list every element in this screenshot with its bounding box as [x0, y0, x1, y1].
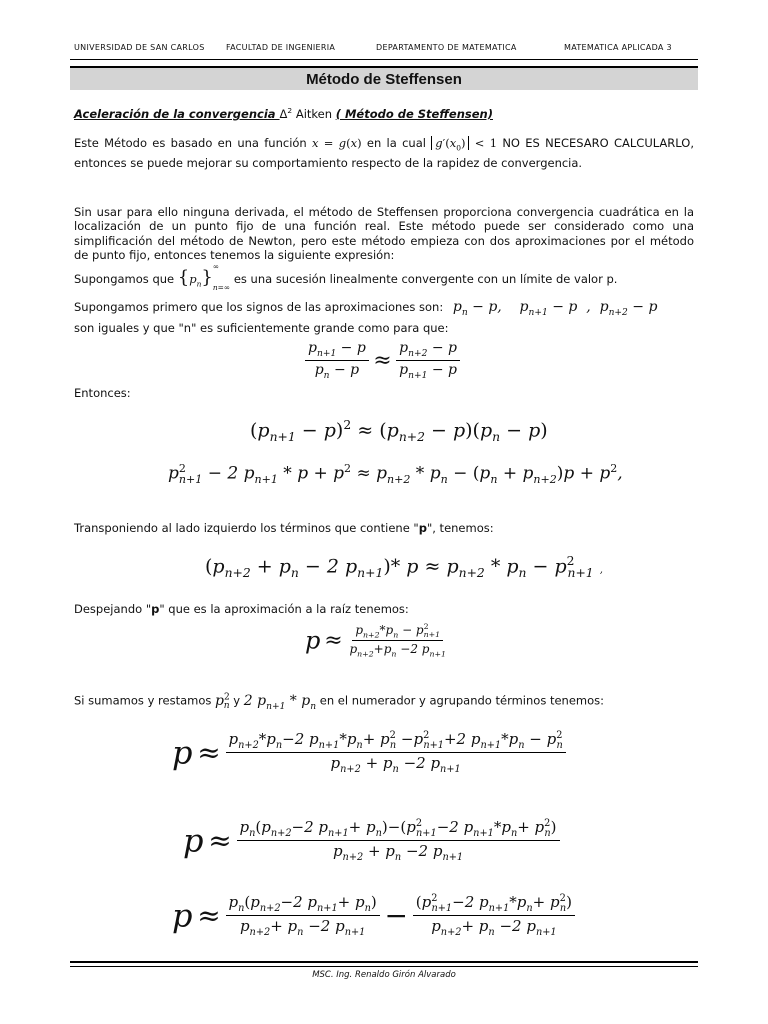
sumamos-y: y — [233, 693, 244, 708]
despejando-p: p — [151, 602, 160, 616]
transpose-text-c: ", tenemos: — [426, 521, 494, 535]
title-bar — [70, 66, 698, 90]
paragraph-despejando — [74, 602, 694, 617]
equation-grouped: p ≈ $\frac{p_n(p_{n+2}-2 p_{n+1}+ p_n)-(p^2_{n+1}-2 p_{n+1}*p_n+ p^2_n)}{p_{n+2} + p_n -2 p_{n+1}}$ — [183, 818, 560, 863]
page-header — [74, 43, 694, 57]
equation-p-solution: p ≈ $\frac{p_{n+2}*p_n - p^2_{n+1}}{p_{n+2}+p_n -2 p_{n+1}}$ — [305, 622, 446, 659]
equation-squared: $(p_{n+1} - p)^2 \approx (p_{n+2} - p)(p_n - p)$ — [250, 418, 548, 445]
intro-text-b: en la cual — [361, 136, 432, 150]
transpose-p: p — [418, 521, 427, 535]
paragraph-steffensen: Sin usar para ello ninguna derivada, el método de Steffensen proporciona convergencia cuadrática en la localización de un punto fijo de una función real. Este método puede ser considerado como una simplificación del método de Newton, pero este método empieza con dos aproximaciones por el método de punto fijo, entonces tenemos la siguiente expresión: — [74, 205, 694, 263]
header-faculty: FACULTAD DE INGENIERIA — [226, 43, 336, 52]
delta-symbol: Δ — [279, 106, 288, 121]
transpose-text-a: Transponiendo al lado izquierdo los términos que contiene " — [74, 521, 419, 535]
header-course: MATEMATICA APLICADA 3 — [564, 43, 672, 52]
paragraph-signs: Supongamos primero que los signos de las aproximaciones son: $p_n - p$, $p_{n+1} - p$ , $p_{n+2} - p$ — [74, 299, 658, 318]
equation-add-subtract: p ≈ $\frac{p_{n+2}*p_n-2 p_{n+1}*p_n+ p^2_n -p^2_{n+1}+2 p_{n+1}*p_n - p^2_n}{p_{n+2} + p_n -2 p_{n+1}}$ — [172, 730, 566, 775]
equation-ratio: $\frac{p_{n+1} - p}{p_n - p}$ ≈ $\frac{p_{n+2} - p}{p_{n+1} - p}$ — [305, 340, 460, 381]
sumamos-text-a: Si sumamos y restamos — [74, 693, 216, 708]
despejando-text-a: Despejando " — [74, 602, 152, 616]
equation-expanded: $p^2_{n+1} - 2$ $p_{n+1} * p + p^2 \approx p_{n+2} * p_n - (p_n + p_{n+2})p + p^2$, — [168, 462, 623, 487]
sumamos-text-b: en el numerador y agrupando términos tenemos: — [319, 693, 605, 708]
page-footer: MSC. Ing. Renaldo Girón Alvarado — [312, 970, 456, 980]
header-rule — [70, 59, 698, 60]
intro-text-c: NO ES NECESARO CALCULARLO, entonces se puede mejorar su comportamiento respecto de la rapidez de convergencia. — [74, 136, 694, 170]
footer-rule-thick — [70, 961, 698, 963]
header-department: DEPARTAMENTO DE MATEMATICA — [376, 43, 517, 52]
sequence-text-a: Supongamos que — [74, 272, 178, 286]
aitken-label: Aitken — [295, 106, 336, 121]
despejando-text-c: " que es la aproximación a la raíz tenemos: — [159, 602, 409, 616]
footer-rule-thin — [70, 966, 698, 967]
section-prefix: Aceleración de la convergencia — [74, 106, 280, 121]
section-method: ( Método de Steffensen) — [335, 106, 493, 121]
header-university: UNIVERSIDAD DE SAN CARLOS — [74, 43, 205, 52]
intro-text-a: Este Método es basado en una función — [74, 136, 313, 150]
sequence-text-b: es una sucesión linealmente convergente con un límite de valor p. — [233, 272, 618, 286]
page-title: Método de Steffensen — [306, 70, 462, 88]
paragraph-transpose — [74, 521, 694, 536]
paragraph-entonces: Entonces: — [74, 386, 131, 400]
section-heading: Aceleración de la convergencia $\Delta^2$ Aitken ( Método de Steffensen) — [74, 106, 493, 121]
paragraph-sequence: Supongamos que $\{p_n\}$ ∞ $_{n=\infty}$ es una sucesión linealmente convergente con un límite de valor p. — [74, 262, 618, 293]
paragraph-sumamos: Si sumamos y restamos $p^2_n$ y 2 $p_{n+1} * p_n$ en el numerador y agrupando términos tenemos: — [74, 692, 605, 712]
paragraph-large-n: son iguales y que "n" es suficientemente grande como para que: — [74, 321, 449, 335]
paragraph-intro: Este Método es basado en una función x = g(x) en la cual $g'(x_0) < 1$ NO ES NECESARO CALCULARLO, entonces se puede mejorar su comportamiento respecto de la rapidez de convergencia. — [74, 136, 694, 170]
signs-text: Supongamos primero que los signos de las aproximaciones son: — [74, 300, 444, 314]
equation-split: p ≈ $\frac{p_n(p_{n+2}-2 p_{n+1}+ p_n)}{p_{n+2}+ p_n -2 p_{n+1}}$ − $\frac{(p^2_{n+1}-2 p_{n+1}*p_n+ p^2_n)}{p_{n+2}+ p_n -2 p_{n+1}}$ — [172, 893, 575, 938]
equation-transposed: ($p_{n+2} + p_n - 2$ $p_{n+1})*$ $p \approx p_{n+2} * p_n - p^2_{n+1}$ , — [205, 554, 603, 581]
